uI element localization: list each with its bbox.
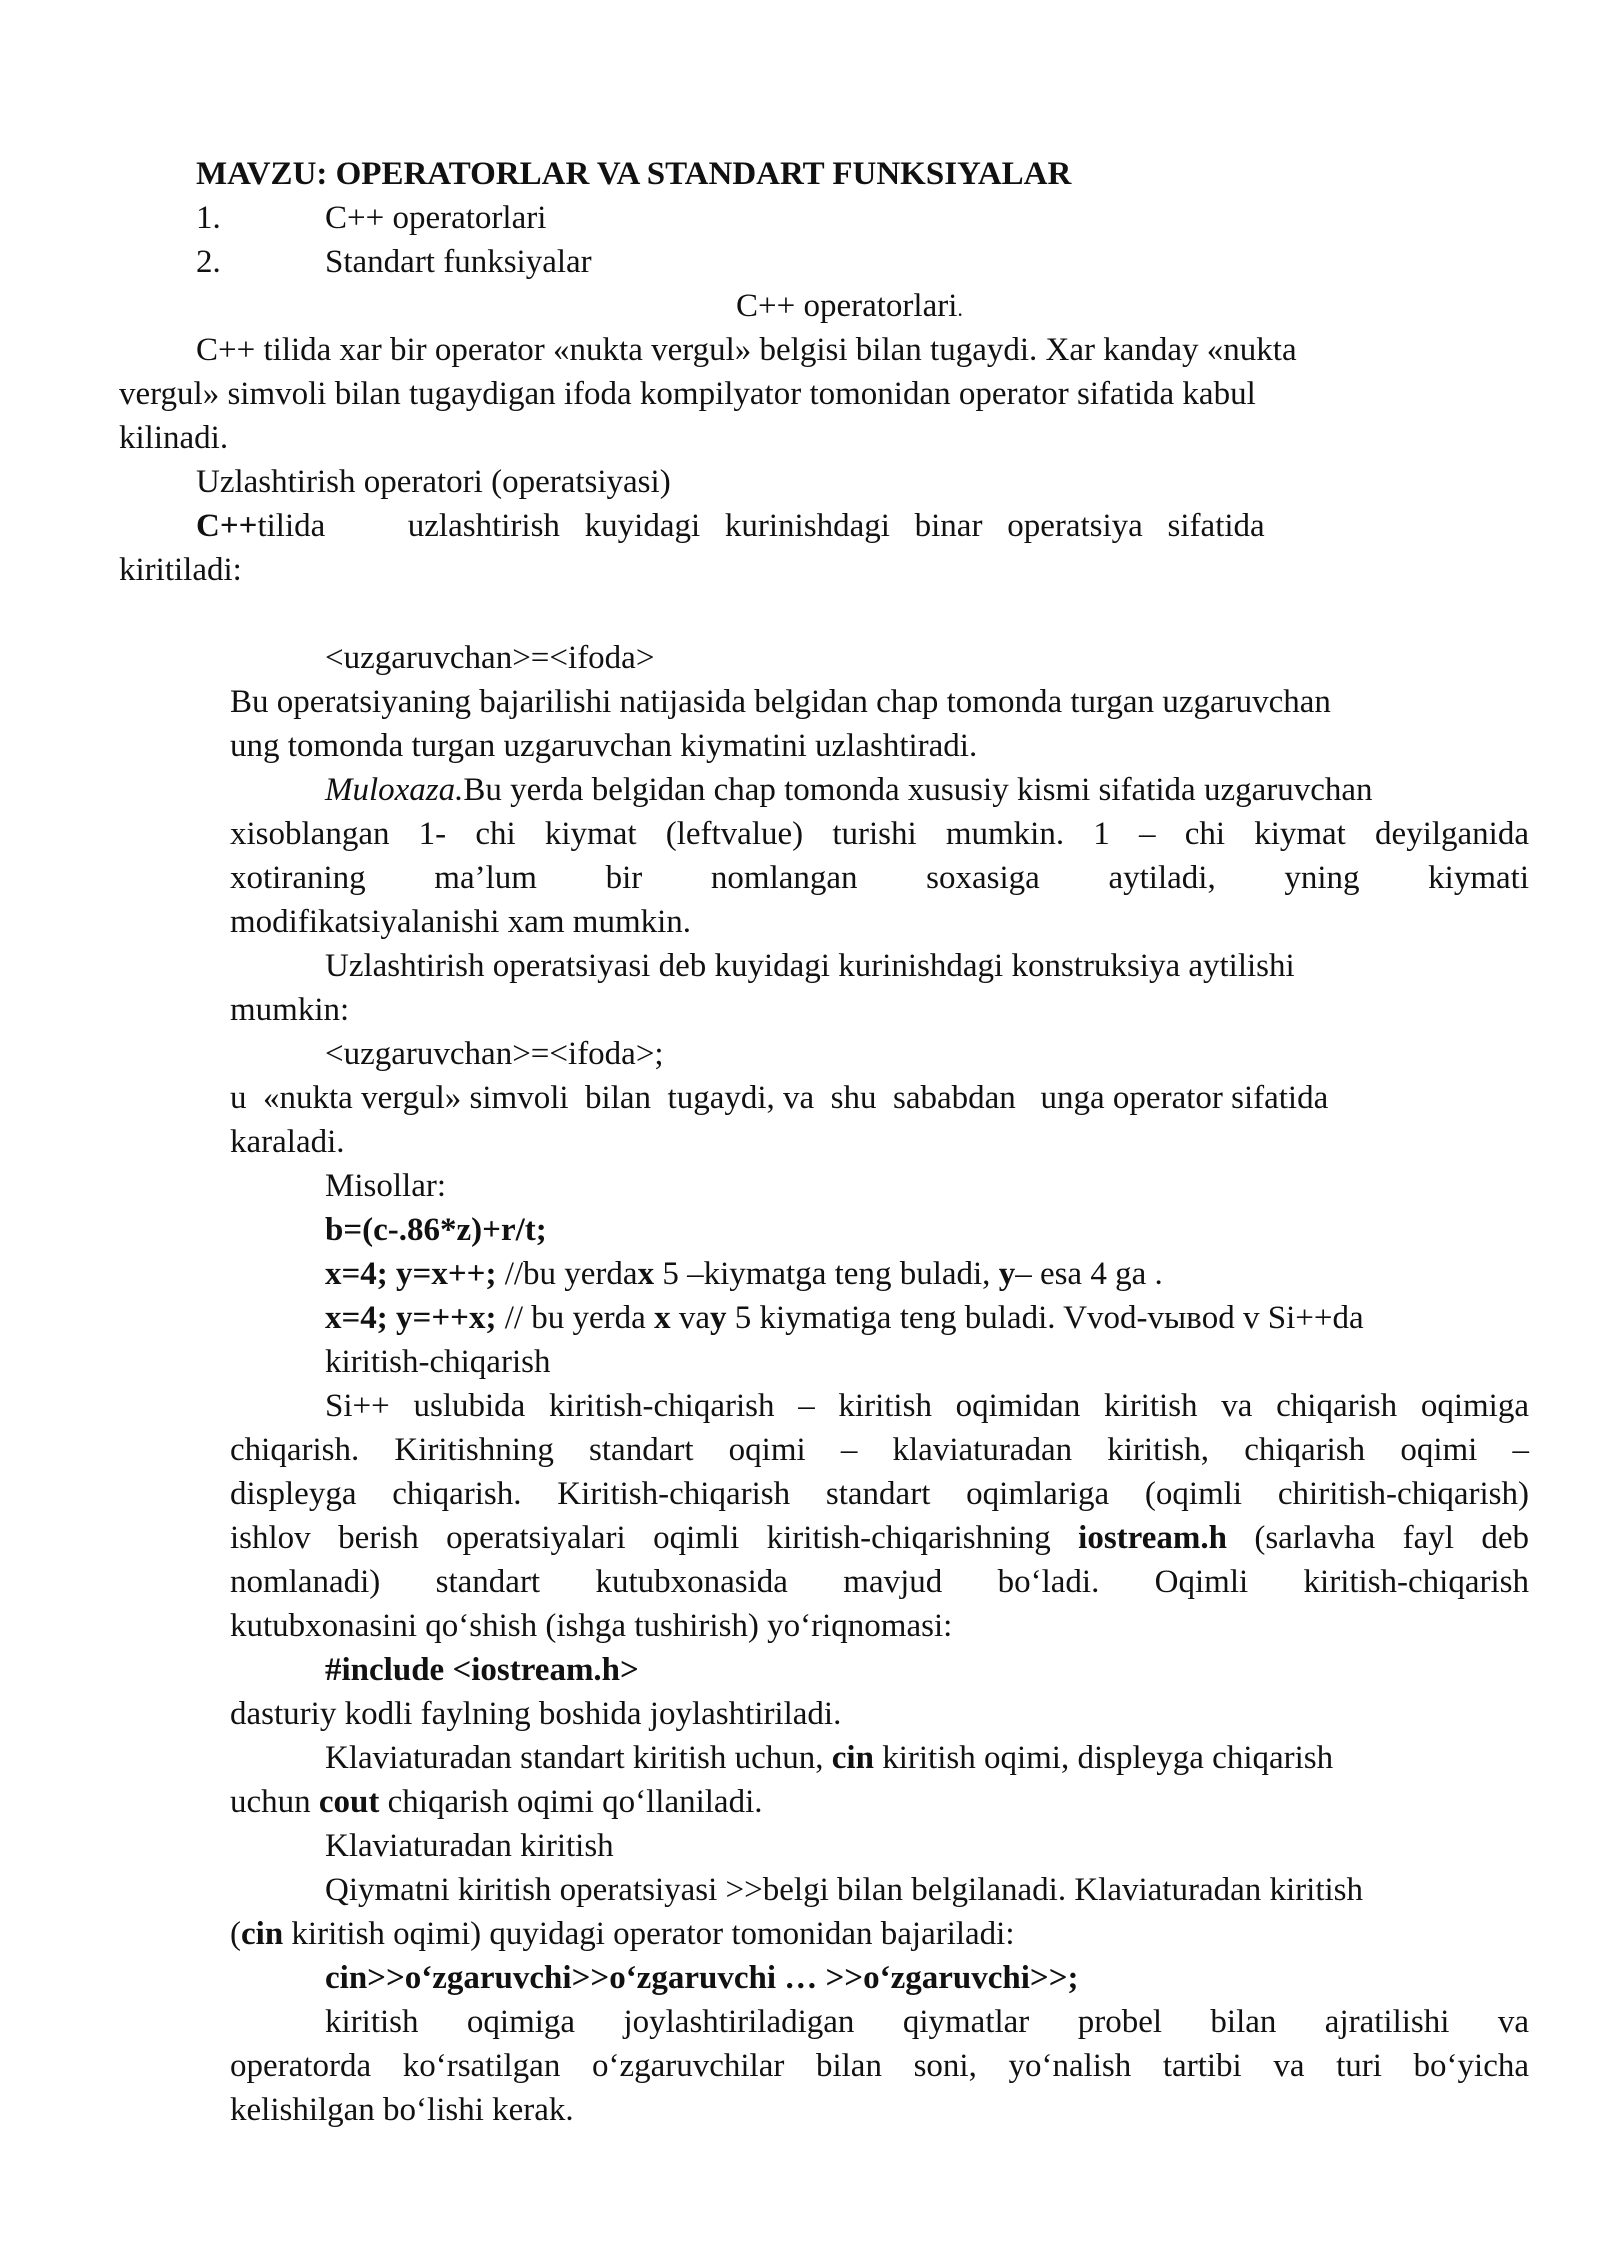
intro-line-2: vergul» simvoli bilan tugaydigan ifoda kompilyator tomonidan operator sifatida kabul [119, 376, 1256, 412]
io-line-2: chiqarish. Kiritishning standart oqimi – klaviaturadan kiritish, chiqarish oqimi – [230, 1432, 1529, 1468]
construct-line-1: Uzlashtirish operatsiyasi deb kuyidagi kurinishdagi konstruksiya aytilishi [325, 948, 1295, 984]
note-line-4: modifikatsiyalanishi xam mumkin. [230, 904, 692, 940]
input-line-2-c: kiritish oqimi) quyidagi operator tomonidan bajariladi: [283, 1916, 1015, 1952]
cin-line-2-a: uchun [230, 1784, 319, 1820]
assign-intro-line-2: kiritiladi: [119, 552, 242, 588]
io-line-4-c: (sarlavha fayl deb [1226, 1520, 1529, 1556]
io-line-5: nomlanadi) standart kutubxonasida mavjud bo‘ladi. Oqimli kiritish-chiqarish [230, 1564, 1529, 1600]
cin-keyword: cin [831, 1740, 874, 1776]
input-line-2-a: ( [230, 1916, 241, 1952]
example-2-var-x: x [637, 1256, 655, 1292]
cin-line-1-c: kiritish oqimi, displeyga chiqarish [873, 1740, 1334, 1776]
cin-line-2-c: chiqarish oqimi qo‘llaniladi. [379, 1784, 763, 1820]
cin-line-1-a: Klaviaturadan standart kiritish uchun, [325, 1740, 832, 1776]
example-3-comment-b: va [670, 1300, 710, 1336]
syntax-assign: <uzgaruvchan>=<ifoda> [325, 640, 655, 676]
note-line-1 [325, 768, 1373, 812]
assign-intro-bold: C++ [196, 508, 258, 544]
section-heading [736, 284, 963, 328]
construct-line-2: mumkin: [230, 992, 350, 1028]
cin-line-1 [325, 1736, 1333, 1780]
include-explanation: dasturiy kodli faylning boshida joylashtiriladi. [230, 1696, 842, 1732]
semicolon-line-2: karaladi. [230, 1124, 345, 1160]
example-2-comment-c: – esa 4 ga . [1015, 1256, 1163, 1292]
example-3-comment-c: 5 kiymatiga teng buladi. Vvod-vывod v Si++da [726, 1300, 1364, 1336]
toc-item-2-text: Standart funksiyalar [325, 244, 592, 280]
examples-label: Misollar: [325, 1168, 446, 1204]
toc-item-1-number: 1. [196, 200, 221, 236]
io-line-3: displeyga chiqarish. Kiritish-chiqarish standart oqimlariga (oqimli chiritish-chiqarish) [230, 1476, 1529, 1512]
io-line-4-a: ishlov berish operatsiyalari oqimli kiritish-chiqarishning [230, 1520, 1079, 1556]
example-2-var-y: y [998, 1256, 1016, 1292]
assign-heading: Uzlashtirish operatori (operatsiyasi) [196, 464, 671, 500]
input-line-1: Qiymatni kiritish operatsiyasi >>belgi bilan belgilanadi. Klaviaturadan kiritish [325, 1872, 1364, 1908]
assign-intro-rest: tilida uzlashtirish kuyidagi kurinishdagi binar operatsiya sifatida [257, 508, 1265, 544]
final-line-1: kiritish oqimiga joylashtiriladigan qiymatlar probel bilan ajratilishi va [325, 2004, 1529, 2040]
assign-intro-line-1 [196, 504, 1265, 548]
semicolon-line-1: u «nukta vergul» simvoli bilan tugaydi, va shu sababdan unga operator sifatida [230, 1080, 1329, 1116]
cin-line-2 [230, 1780, 763, 1824]
example-1-code: b=(c-.86*z)+r/t; [325, 1212, 547, 1248]
io-line-1: Si++ uslubida kiritish-chiqarish – kiritish oqimidan kiritish va chiqarish oqimiga [325, 1388, 1529, 1424]
example-3 [325, 1296, 1364, 1340]
example-2-comment-a: //bu yerda [496, 1256, 638, 1292]
toc-item-1-text: C++ operatorlari [325, 200, 547, 236]
section-heading-text: C++ operatorlari [736, 288, 958, 324]
cout-keyword: cout [318, 1784, 380, 1820]
example-2 [325, 1252, 1163, 1296]
include-directive: #include <iostream.h> [325, 1652, 639, 1688]
toc-item-2-number: 2. [196, 244, 221, 280]
example-3-var-y: y [709, 1300, 727, 1336]
note-label: Muloxaza. [325, 772, 464, 808]
intro-line-3: kilinadi. [119, 420, 229, 456]
example-3-var-x: x [654, 1300, 671, 1336]
example-3-comment-a: // bu yerda [496, 1300, 655, 1336]
result-line-2: ung tomonda turgan uzgaruvchan kiymatini uzlashtiradi. [230, 728, 978, 764]
note-line-3: xotiraning ma’lum bir nomlangan soxasiga aytiladi, yning kiymati [230, 860, 1529, 896]
final-line-2: operatorda ko‘rsatilgan o‘zgaruvchilar bilan soni, yo‘nalish tartibi va turi bo‘yicha [230, 2048, 1529, 2084]
keyboard-input-heading: Klaviaturadan kiritish [325, 1828, 614, 1864]
cin-syntax: cin>>o‘zgaruvchi>>o‘zgaruvchi … >>o‘zgaruvchi>>; [325, 1960, 1079, 1996]
io-line-4-header: iostream.h [1078, 1520, 1227, 1556]
intro-line-1: C++ tilida xar bir operator «nukta vergul» belgisi bilan tugaydi. Xar kanday «nukta [196, 332, 1297, 368]
final-line-3: kelishilgan bo‘lishi kerak. [230, 2092, 574, 2128]
syntax-assign-statement: <uzgaruvchan>=<ifoda>; [325, 1036, 664, 1072]
example-2-code: x=4; y=x++; [325, 1256, 497, 1292]
io-line-4 [230, 1516, 1529, 1560]
result-line-1: Bu operatsiyaning bajarilishi natijasida belgidan chap tomonda turgan uzgaruvchan [230, 684, 1331, 720]
input-cin-keyword: cin [241, 1916, 284, 1952]
io-heading: kiritish-chiqarish [325, 1344, 551, 1380]
note-line-1-text: Bu yerda belgidan chap tomonda xususiy kismi sifatida uzgaruvchan [463, 772, 1373, 808]
section-heading-dot: . [957, 296, 963, 321]
note-line-2: xisoblangan 1- chi kiymat (leftvalue) turishi mumkin. 1 – chi kiymat deyilganida [230, 816, 1529, 852]
example-2-comment-b: 5 –kiymatga teng buladi, [654, 1256, 999, 1292]
example-3-code: x=4; y=++x; [325, 1300, 497, 1336]
io-line-6: kutubxonasini qo‘shish (ishga tushirish) yo‘riqnomasi: [230, 1608, 953, 1644]
document-title: MAVZU: OPERATORLAR VA STANDART FUNKSIYALAR [196, 156, 1072, 192]
input-line-2 [230, 1912, 1015, 1956]
